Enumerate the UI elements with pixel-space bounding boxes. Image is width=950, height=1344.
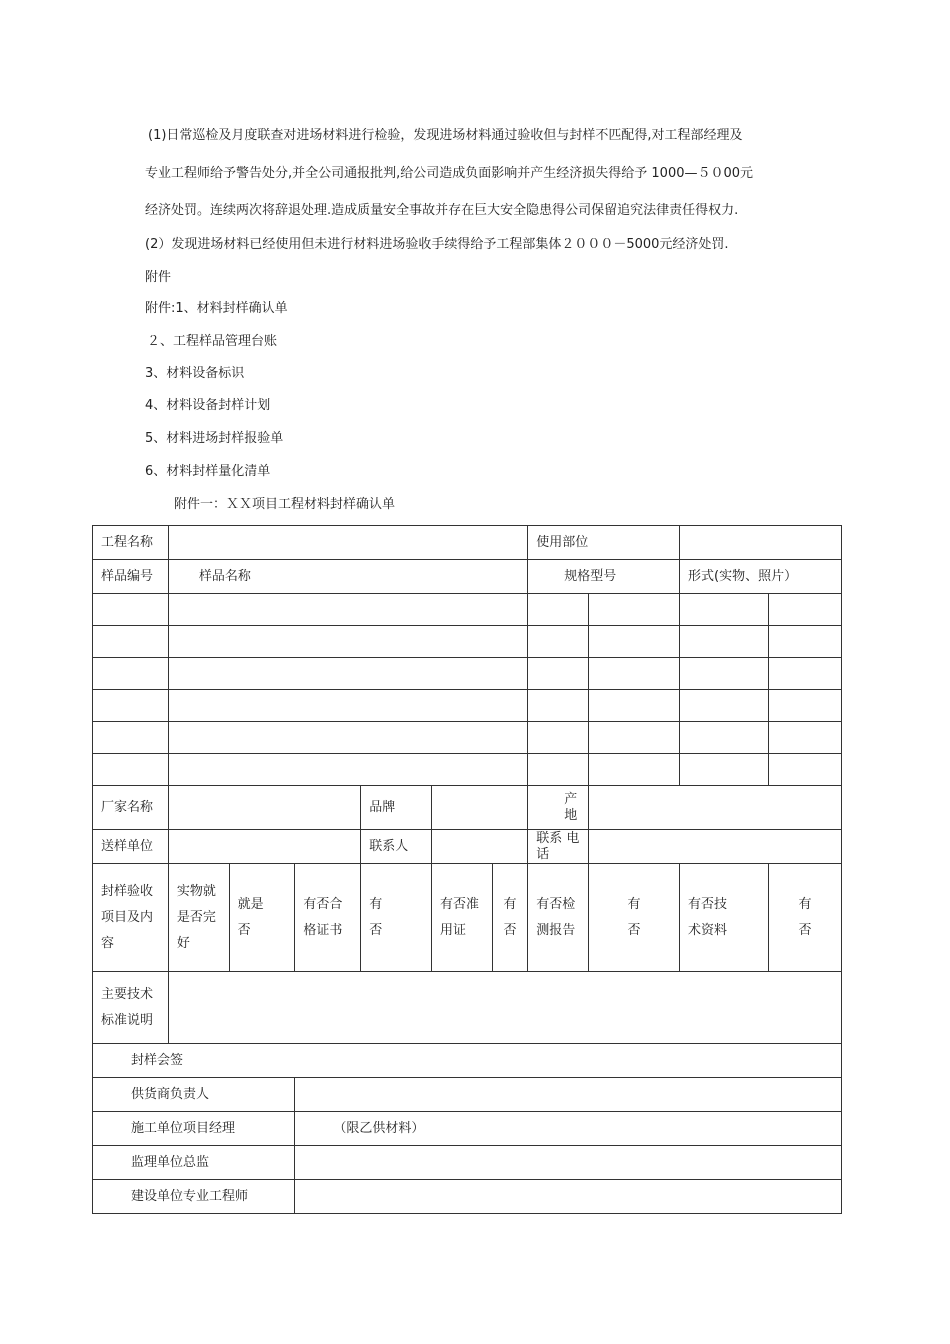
tech-docs-yes-no[interactable]: 有 否 [769, 864, 842, 972]
permit-label: 有否准 用证 [432, 864, 493, 972]
paragraph-2: 专业工程师给予警告处分,并全公司通报批判,给公司造成负面影响并产生经济损失得给予 1000—５０00元 [145, 166, 754, 181]
supplier-label: 供货商负责人 [93, 1078, 295, 1112]
form-title: 附件一：ＸＸ项目工程材料封样确认单 [174, 497, 396, 512]
pm-signature[interactable]: （限乙供材料） [295, 1112, 842, 1146]
attachment-item-1: 附件:1、材料封样确认单 [145, 301, 288, 316]
paragraph-1: (1)日常巡检及月度联查对进场材料进行检验，发现进场材料通过验收但与封样不匹配得,对工程部经理及 [148, 128, 743, 143]
intact-label: 实物就 是否完 好 [168, 864, 229, 972]
paragraph-3: 经济处罚。连续两次将辞退处理.造成质量安全事故并存在巨大安全隐患得公司保留追究法律责任得权力. [145, 203, 739, 218]
table-row [93, 690, 842, 722]
intact-yes-no[interactable]: 就是 否 [229, 864, 295, 972]
main-std-label: 主要技术 标准说明 [93, 972, 169, 1044]
origin-value[interactable] [588, 786, 841, 830]
tech-docs-label: 有否技 术资料 [680, 864, 769, 972]
sample-name-label: 样品名称 [168, 560, 527, 594]
attachment-item-2: ２、工程样品管理台账 [147, 334, 278, 349]
attachment-item-6: 6、材料封样量化清单 [145, 464, 271, 479]
table-row [93, 626, 842, 658]
attachments-heading: 附件 [145, 270, 172, 285]
check-item-label: 封样验收 项目及内 容 [93, 864, 169, 972]
brand-label: 品牌 [361, 786, 432, 830]
table-row [93, 594, 842, 626]
cert-label: 有否合 格证书 [295, 864, 361, 972]
sender-value[interactable] [168, 830, 360, 864]
phone-label: 联系 电话 [528, 830, 589, 864]
cert-yes-no[interactable]: 有 否 [361, 864, 432, 972]
manufacturer-label: 厂家名称 [93, 786, 169, 830]
paragraph-4: (2）发现进场材料已经使用但未进行材料进场验收手续得给予工程部集体２０００－5000元经济处罚. [145, 237, 729, 252]
manufacturer-value[interactable] [168, 786, 360, 830]
sender-label: 送样单位 [93, 830, 169, 864]
attachment-item-4: 4、材料设备封样计划 [145, 398, 271, 413]
test-report-yes-no[interactable]: 有 否 [588, 864, 679, 972]
sample-no-label: 样品编号 [93, 560, 169, 594]
main-std-value[interactable] [168, 972, 841, 1044]
pm-label: 施工单位项目经理 [93, 1112, 295, 1146]
project-name-value[interactable] [168, 526, 527, 560]
supervisor-signature[interactable] [295, 1146, 842, 1180]
table-row [93, 754, 842, 786]
contact-label: 联系人 [361, 830, 432, 864]
owner-engineer-label: 建设单位专业工程师 [93, 1180, 295, 1214]
table-row [93, 658, 842, 690]
phone-value[interactable] [588, 830, 841, 864]
attachment-item-5: 5、材料进场封样报验单 [145, 431, 284, 446]
spec-label: 规格型号 [528, 560, 680, 594]
supervisor-label: 监理单位总监 [93, 1146, 295, 1180]
project-name-label: 工程名称 [93, 526, 169, 560]
permit-yes-no[interactable]: 有 否 [492, 864, 527, 972]
supplier-signature[interactable] [295, 1078, 842, 1112]
contact-value[interactable] [432, 830, 528, 864]
attachment-item-3: 3、材料设备标识 [145, 366, 245, 381]
brand-value[interactable] [432, 786, 528, 830]
test-report-label: 有否检 测报告 [528, 864, 589, 972]
form-type-label: 形式(实物、照片） [680, 560, 842, 594]
dept-value[interactable] [680, 526, 842, 560]
dept-label: 使用部位 [528, 526, 680, 560]
origin-label: 产地 [528, 786, 589, 830]
sign-title: 封样会签 [93, 1044, 842, 1078]
table-row [93, 722, 842, 754]
sample-confirmation-form [92, 525, 842, 1214]
owner-engineer-signature[interactable] [295, 1180, 842, 1214]
